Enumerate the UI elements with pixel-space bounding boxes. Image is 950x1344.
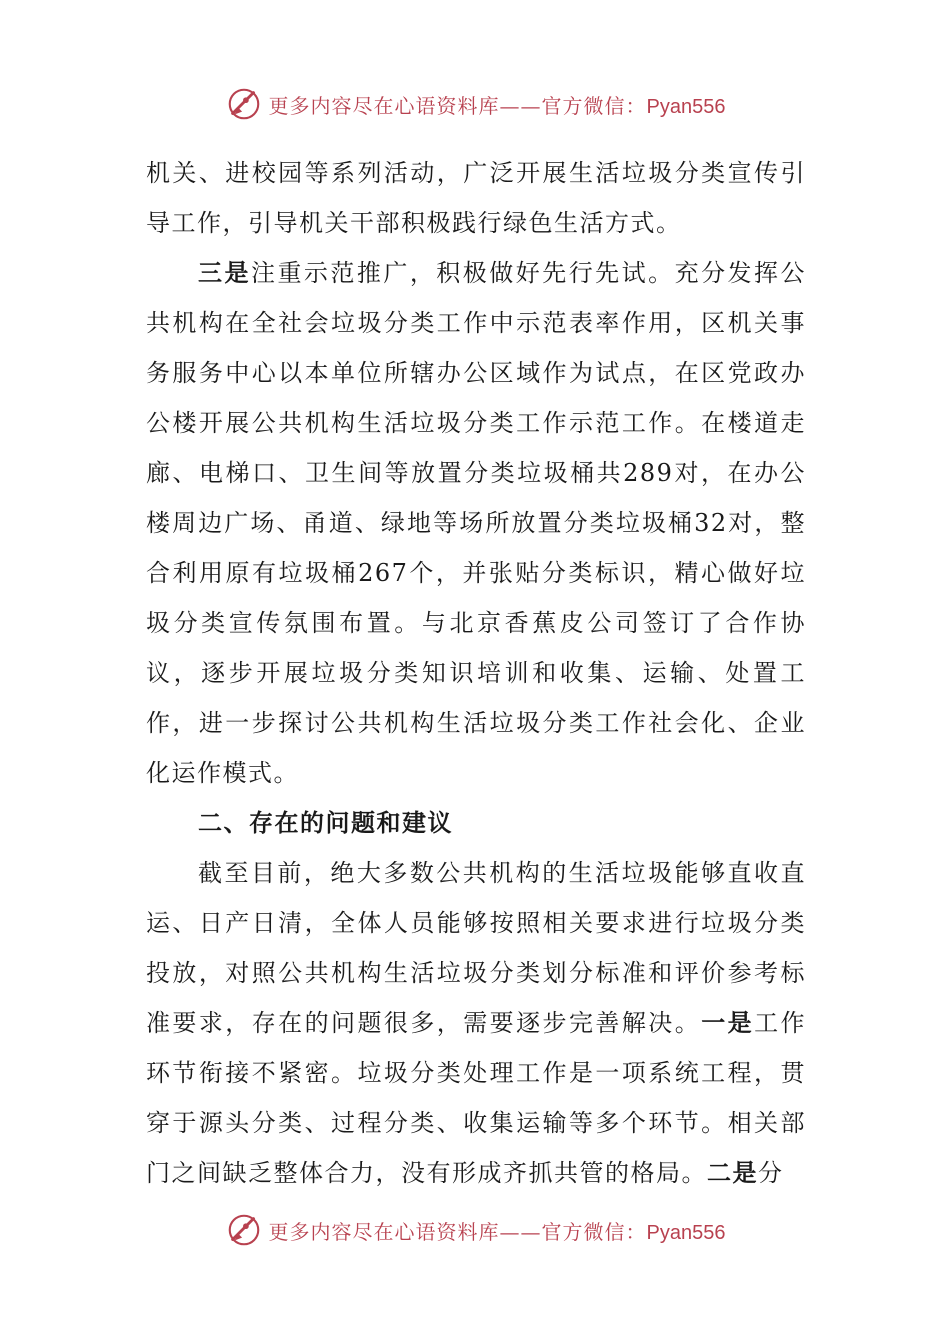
pen-logo-icon bbox=[225, 85, 263, 123]
footer-banner bbox=[0, 1210, 950, 1250]
paragraph: 机关、进校园等系列活动，广泛开展生活垃圾分类宣传引导工作，引导机关干部积极践行绿色生活方式。 bbox=[146, 159, 806, 237]
paragraph: 截至目前，绝大多数公共机构的生活垃圾能够直收直运、日产日清，全体人员能够按照相关要求进行垃圾分类投放，对照公共机构生活垃圾分类划分标准和评价参考标准要求，存在的问题很多，需要逐步完善解决。一是工作环节衔接不紧密。垃圾分类处理工作是一项系统工程，贯穿于源头分类、过程分类、收集运输等多个环节。相关部门之间缺乏整体合力，没有形成齐抓共管的格局。二是分 bbox=[146, 859, 806, 1187]
document-body bbox=[146, 148, 806, 1198]
banner-text: 更多内容尽在心语资料库——官方微信：Pyan556 bbox=[268, 93, 726, 118]
section-heading: 二、存在的问题和建议 bbox=[198, 808, 453, 837]
bold-lead: 二是 bbox=[707, 1158, 758, 1187]
paragraph: 三是注重示范推广，积极做好先行先试。充分发挥公共机构在全社会垃圾分类工作中示范表率作用，区机关事务服务中心以本单位所辖办公区域作为试点，在区党政办公楼开展公共机构生活垃圾分类工作示范工作。在楼道走廊、电梯口、卫生间等放置分类垃圾桶共289对，在办公楼周边广场、甬道、绿地等场所放置分类垃圾桶32对，整合利用原有垃圾桶267个，并张贴分类标识，精心做好垃圾分类宣传氛围布置。与北京香蕉皮公司签订了合作协议，逐步开展垃圾分类知识培训和收集、运输、处置工作，进一步探讨公共机构生活垃圾分类工作社会化、企业化运作模式。 bbox=[146, 258, 807, 787]
bold-lead: 一是 bbox=[701, 1008, 755, 1037]
banner-text: 更多内容尽在心语资料库——官方微信：Pyan556 bbox=[268, 1219, 726, 1244]
bold-lead: 三是 bbox=[198, 258, 251, 287]
pen-logo-icon bbox=[225, 1211, 263, 1249]
header-banner bbox=[0, 84, 950, 124]
